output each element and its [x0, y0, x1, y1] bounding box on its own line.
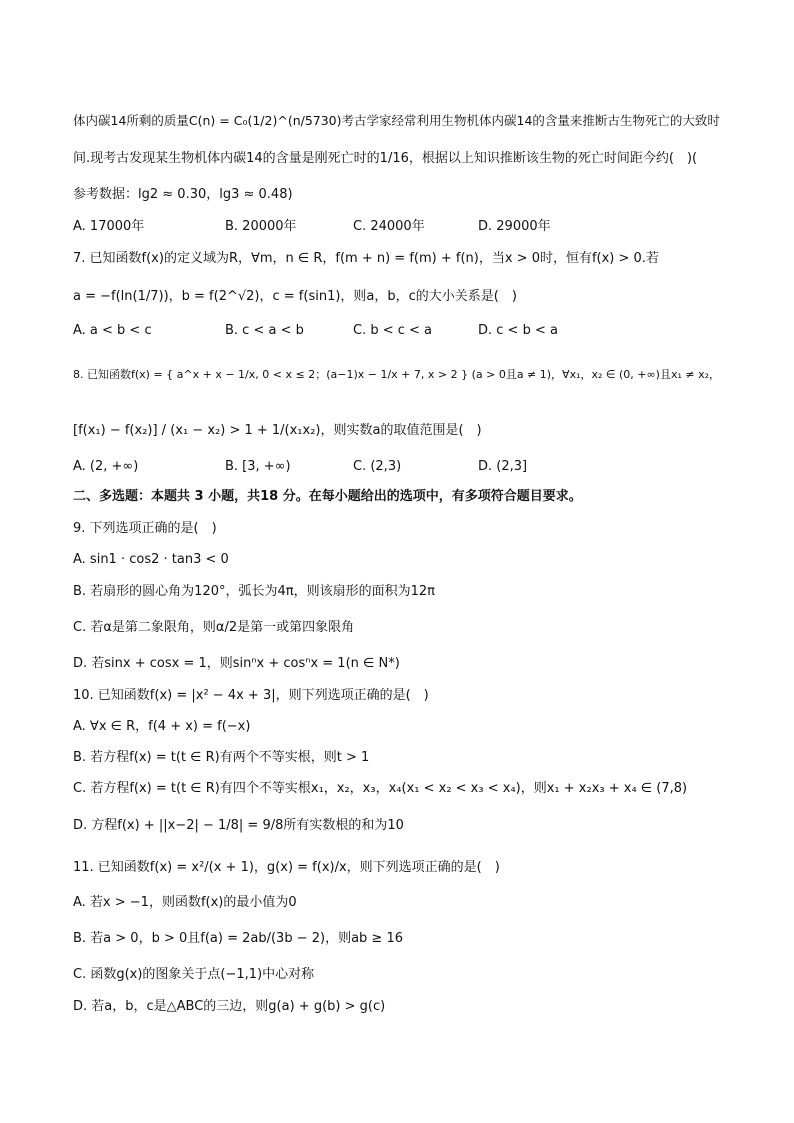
q7-option-d: D. c < b < a [478, 323, 558, 338]
q9-option-b: B. 若扇形的圆心角为120°，弧长为4π，则该扇形的面积为12π [73, 584, 435, 599]
q6-line-1: 体内碳14所剩的质量C(n) = C₀(1/2)^(n/5730)考古学家经常利用生物机体内碳14的含量来推断古生物死亡的大致时 [73, 113, 720, 128]
q10-option-d: D. 方程f(x) + ||x−2| − 1/8| = 9/8所有实数根的和为10 [73, 818, 404, 833]
q8-option-d: D. (2,3] [478, 459, 528, 474]
q10-option-a: A. ∀x ∈ R，f(4 + x) = f(−x) [73, 719, 251, 734]
q6-option-c: C. 24000年 [353, 219, 425, 234]
q9-stem: 9. 下列选项正确的是( ) [73, 521, 217, 536]
q10-option-b: B. 若方程f(x) = t(t ∈ R)有两个不等实根，则t > 1 [73, 750, 370, 765]
q9-option-d: D. 若sinx + cosx = 1，则sinⁿx + cosⁿx = 1(n ∈ N*) [73, 656, 400, 671]
q11-option-b: B. 若a > 0，b > 0且f(a) = 2ab/(3b − 2)，则ab ≥ 16 [73, 931, 403, 946]
q10-stem: 10. 已知函数f(x) = |x² − 4x + 3|，则下列选项正确的是( ) [73, 688, 429, 703]
q7-option-c: C. b < c < a [353, 323, 433, 338]
q11-stem: 11. 已知函数f(x) = x²/(x + 1)，g(x) = f(x)/x，则下列选项正确的是( ) [73, 860, 500, 875]
q6-line-2: 间.现考古发现某生物机体内碳14的含量是刚死亡时的1/16，根据以上知识推断该生物的死亡时间距今约( )( [73, 151, 698, 166]
q9-option-c: C. 若α是第二象限角，则α/2是第一或第四象限角 [73, 620, 355, 635]
q8-option-b: B. [3, +∞) [225, 459, 291, 474]
q6-line-3: 参考数据：lg2 ≈ 0.30，lg3 ≈ 0.48) [73, 187, 293, 202]
q7-line-2: a = −f(ln(1/7))，b = f(2^√2)，c = f(sin1)，则a，b，c的大小关系是( ) [73, 289, 517, 304]
q11-option-c: C. 函数g(x)的图象关于点(−1,1)中心对称 [73, 967, 315, 982]
q7-option-a: A. a < b < c [73, 323, 152, 338]
q6-option-b: B. 20000年 [225, 219, 297, 234]
q7-line-1: 7. 已知函数f(x)的定义域为R，∀m，n ∈ R，f(m + n) = f(m) + f(n)，当x > 0时，恒有f(x) > 0.若 [73, 251, 659, 266]
q8-line-2: [f(x₁) − f(x₂)] / (x₁ − x₂) > 1 + 1/(x₁x₂)，则实数a的取值范围是( ) [73, 423, 482, 438]
q8-line-1: 8. 已知函数f(x) = { a^x + x − 1/x, 0 < x ≤ 2；(a−1)x − 1/x + 7, x > 2 } (a > 0且a ≠ 1)，∀x₁，x₂ ∈ (0, +∞)且x₁ ≠ x₂， [73, 368, 721, 381]
q11-option-d: D. 若a，b，c是△ABC的三边，则g(a) + g(b) > g(c) [73, 999, 386, 1014]
q11-option-a: A. 若x > −1，则函数f(x)的最小值为0 [73, 895, 297, 910]
q10-option-c: C. 若方程f(x) = t(t ∈ R)有四个不等实根x₁，x₂，x₃，x₄(x₁ < x₂ < x₃ < x₄)，则x₁ + x₂x₃ + x₄ ∈ (7,8) [73, 781, 688, 796]
q7-option-b: B. c < a < b [225, 323, 304, 338]
q8-option-a: A. (2, +∞) [73, 459, 139, 474]
q6-option-d: D. 29000年 [478, 219, 551, 234]
q8-option-c: C. (2,3) [353, 459, 402, 474]
section-heading-multi-choice: 二、多选题：本题共 3 小题，共18 分。在每小题给出的选项中，有多项符合题目要求。 [73, 489, 582, 504]
q6-option-a: A. 17000年 [73, 219, 145, 234]
q9-option-a: A. sin1 · cos2 · tan3 < 0 [73, 552, 229, 567]
